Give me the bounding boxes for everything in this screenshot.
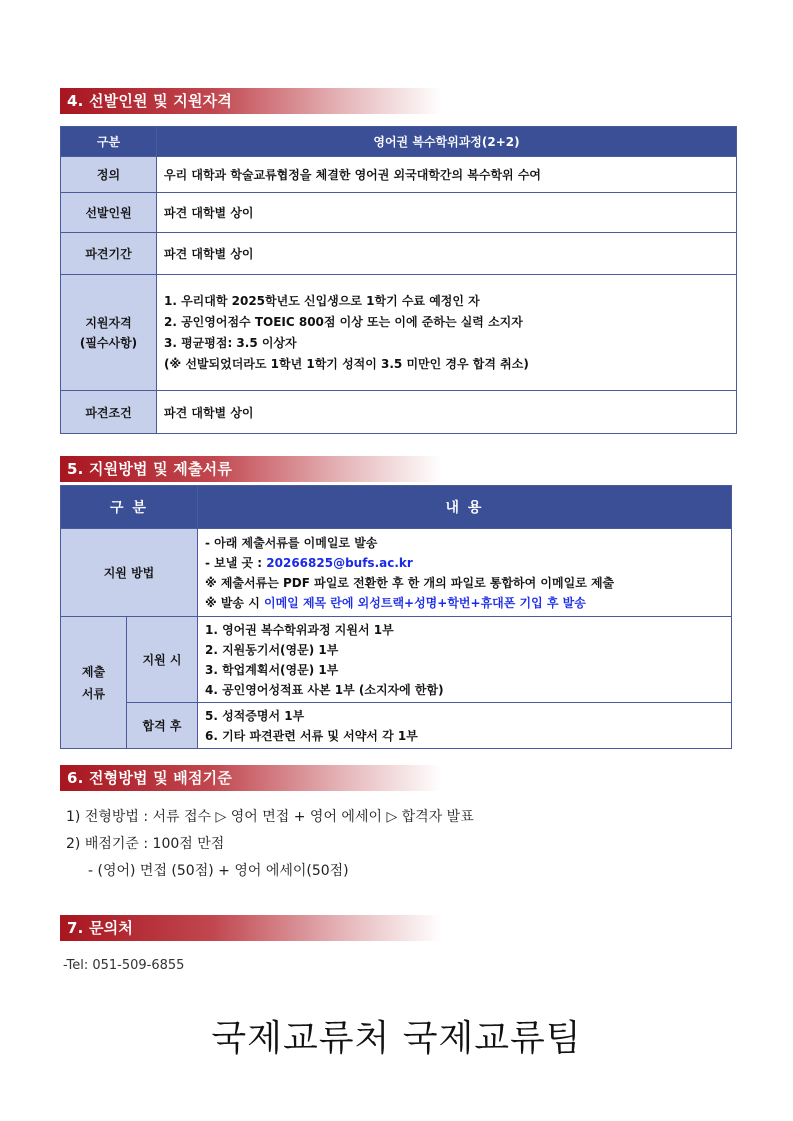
row-label-conditions: 파견조건 xyxy=(61,391,157,434)
apply-items xyxy=(198,617,732,703)
email-link[interactable]: 20266825@bufs.ac.kr xyxy=(266,555,413,570)
table-header-row xyxy=(61,127,737,157)
header-label: 구분 xyxy=(61,127,157,157)
list-item: 3. 학업계획서(영문) 1부 xyxy=(205,662,339,677)
table-row xyxy=(61,233,737,275)
table-row xyxy=(61,157,737,193)
qualification-item: 3. 평균평점: 3.5 이상자 xyxy=(164,335,297,350)
pass-label: 합격 후 xyxy=(127,703,198,749)
table-row xyxy=(61,703,732,749)
row-label-definition: 정의 xyxy=(61,157,157,193)
table-header-row xyxy=(61,486,732,529)
application-table xyxy=(60,485,732,749)
qualification-item: (※ 선발되었더라도 1학년 1학기 성적이 3.5 미만인 경우 합격 취소) xyxy=(164,356,529,371)
row-value-period: 파견 대학별 상이 xyxy=(157,233,737,275)
eligibility-table xyxy=(60,126,737,434)
method-line: - 아래 제출서류를 이메일로 발송 xyxy=(205,535,378,550)
subject-format: 외성트랙+성명+학번+휴대폰 기입 후 발송 xyxy=(357,595,586,610)
list-item: 6. 기타 파견관련 서류 및 서약서 각 1부 xyxy=(205,728,418,743)
selection-line: 1) 전형방법 : 서류 접수 ▷ 영어 면접 + 영어 에세이 ▷ 합격자 발표 xyxy=(66,809,474,825)
row-label-quota: 선발인원 xyxy=(61,193,157,233)
row-value-qualification xyxy=(157,275,737,391)
header-label: 구 분 xyxy=(61,486,198,529)
table-row xyxy=(61,193,737,233)
contact-phone: -Tel: 051-509-6855 xyxy=(63,958,185,973)
office-name: 국제교류처 국제교류팀 xyxy=(211,1018,582,1059)
table-row xyxy=(61,275,737,391)
qualification-item: 1. 우리대학 2025학년도 신입생으로 1학기 수료 예정인 자 xyxy=(164,293,480,308)
list-item: 1. 영어권 복수학위과정 지원서 1부 xyxy=(205,622,394,637)
table-row xyxy=(61,617,732,703)
method-value xyxy=(198,529,732,617)
section-4-title: 4. 선발인원 및 지원자격 xyxy=(60,88,442,114)
section-6-title: 6. 전형방법 및 배점기준 xyxy=(60,765,442,791)
apply-label: 지원 시 xyxy=(127,617,198,703)
qualification-label-line1: 지원자격 xyxy=(85,315,132,330)
qualification-item: 2. 공인영어점수 TOEIC 800점 이상 또는 이에 준하는 실력 소지자 xyxy=(164,314,523,329)
qualification-label-line2: (필수사항) xyxy=(79,335,138,350)
send-to-label: - 보낼 곳 : xyxy=(205,555,267,570)
row-label-qualification xyxy=(61,275,157,391)
selection-line: - (영어) 면접 (50점) + 영어 에세이(50점) xyxy=(88,863,349,879)
row-value-definition: 우리 대학과 학술교류협정을 체결한 영어권 외국대학간의 복수학위 수여 xyxy=(157,157,737,193)
header-value: 내 용 xyxy=(198,486,732,529)
table-row xyxy=(61,529,732,617)
subject-note: 이메일 제목 란에 xyxy=(263,595,358,610)
table-row xyxy=(61,391,737,434)
selection-method-list xyxy=(66,804,474,885)
note-prefix: ※ 발송 시 xyxy=(205,595,264,610)
row-label-period: 파견기간 xyxy=(61,233,157,275)
docs-label-line2: 서류 xyxy=(81,686,106,701)
selection-line: 2) 배점기준 : 100점 만점 xyxy=(66,836,225,852)
list-item: 4. 공인영어성적표 사본 1부 (소지자에 한함) xyxy=(205,682,444,697)
docs-label-line1: 제출 xyxy=(81,664,106,679)
row-value-quota: 파견 대학별 상이 xyxy=(157,193,737,233)
section-7-title: 7. 문의처 xyxy=(60,915,442,941)
section-5-title: 5. 지원방법 및 제출서류 xyxy=(60,456,442,482)
method-label: 지원 방법 xyxy=(61,529,198,617)
row-value-conditions: 파견 대학별 상이 xyxy=(157,391,737,434)
list-item: 5. 성적증명서 1부 xyxy=(205,708,305,723)
list-item: 2. 지원동기서(영문) 1부 xyxy=(205,642,339,657)
docs-label xyxy=(61,617,127,749)
method-line: ※ 제출서류는 PDF 파일로 전환한 후 한 개의 파일로 통합하여 이메일로 제출 xyxy=(205,575,615,590)
header-value: 영어권 복수학위과정(2+2) xyxy=(157,127,737,157)
pass-items xyxy=(198,703,732,749)
method-line xyxy=(205,553,730,573)
method-line xyxy=(205,593,730,613)
